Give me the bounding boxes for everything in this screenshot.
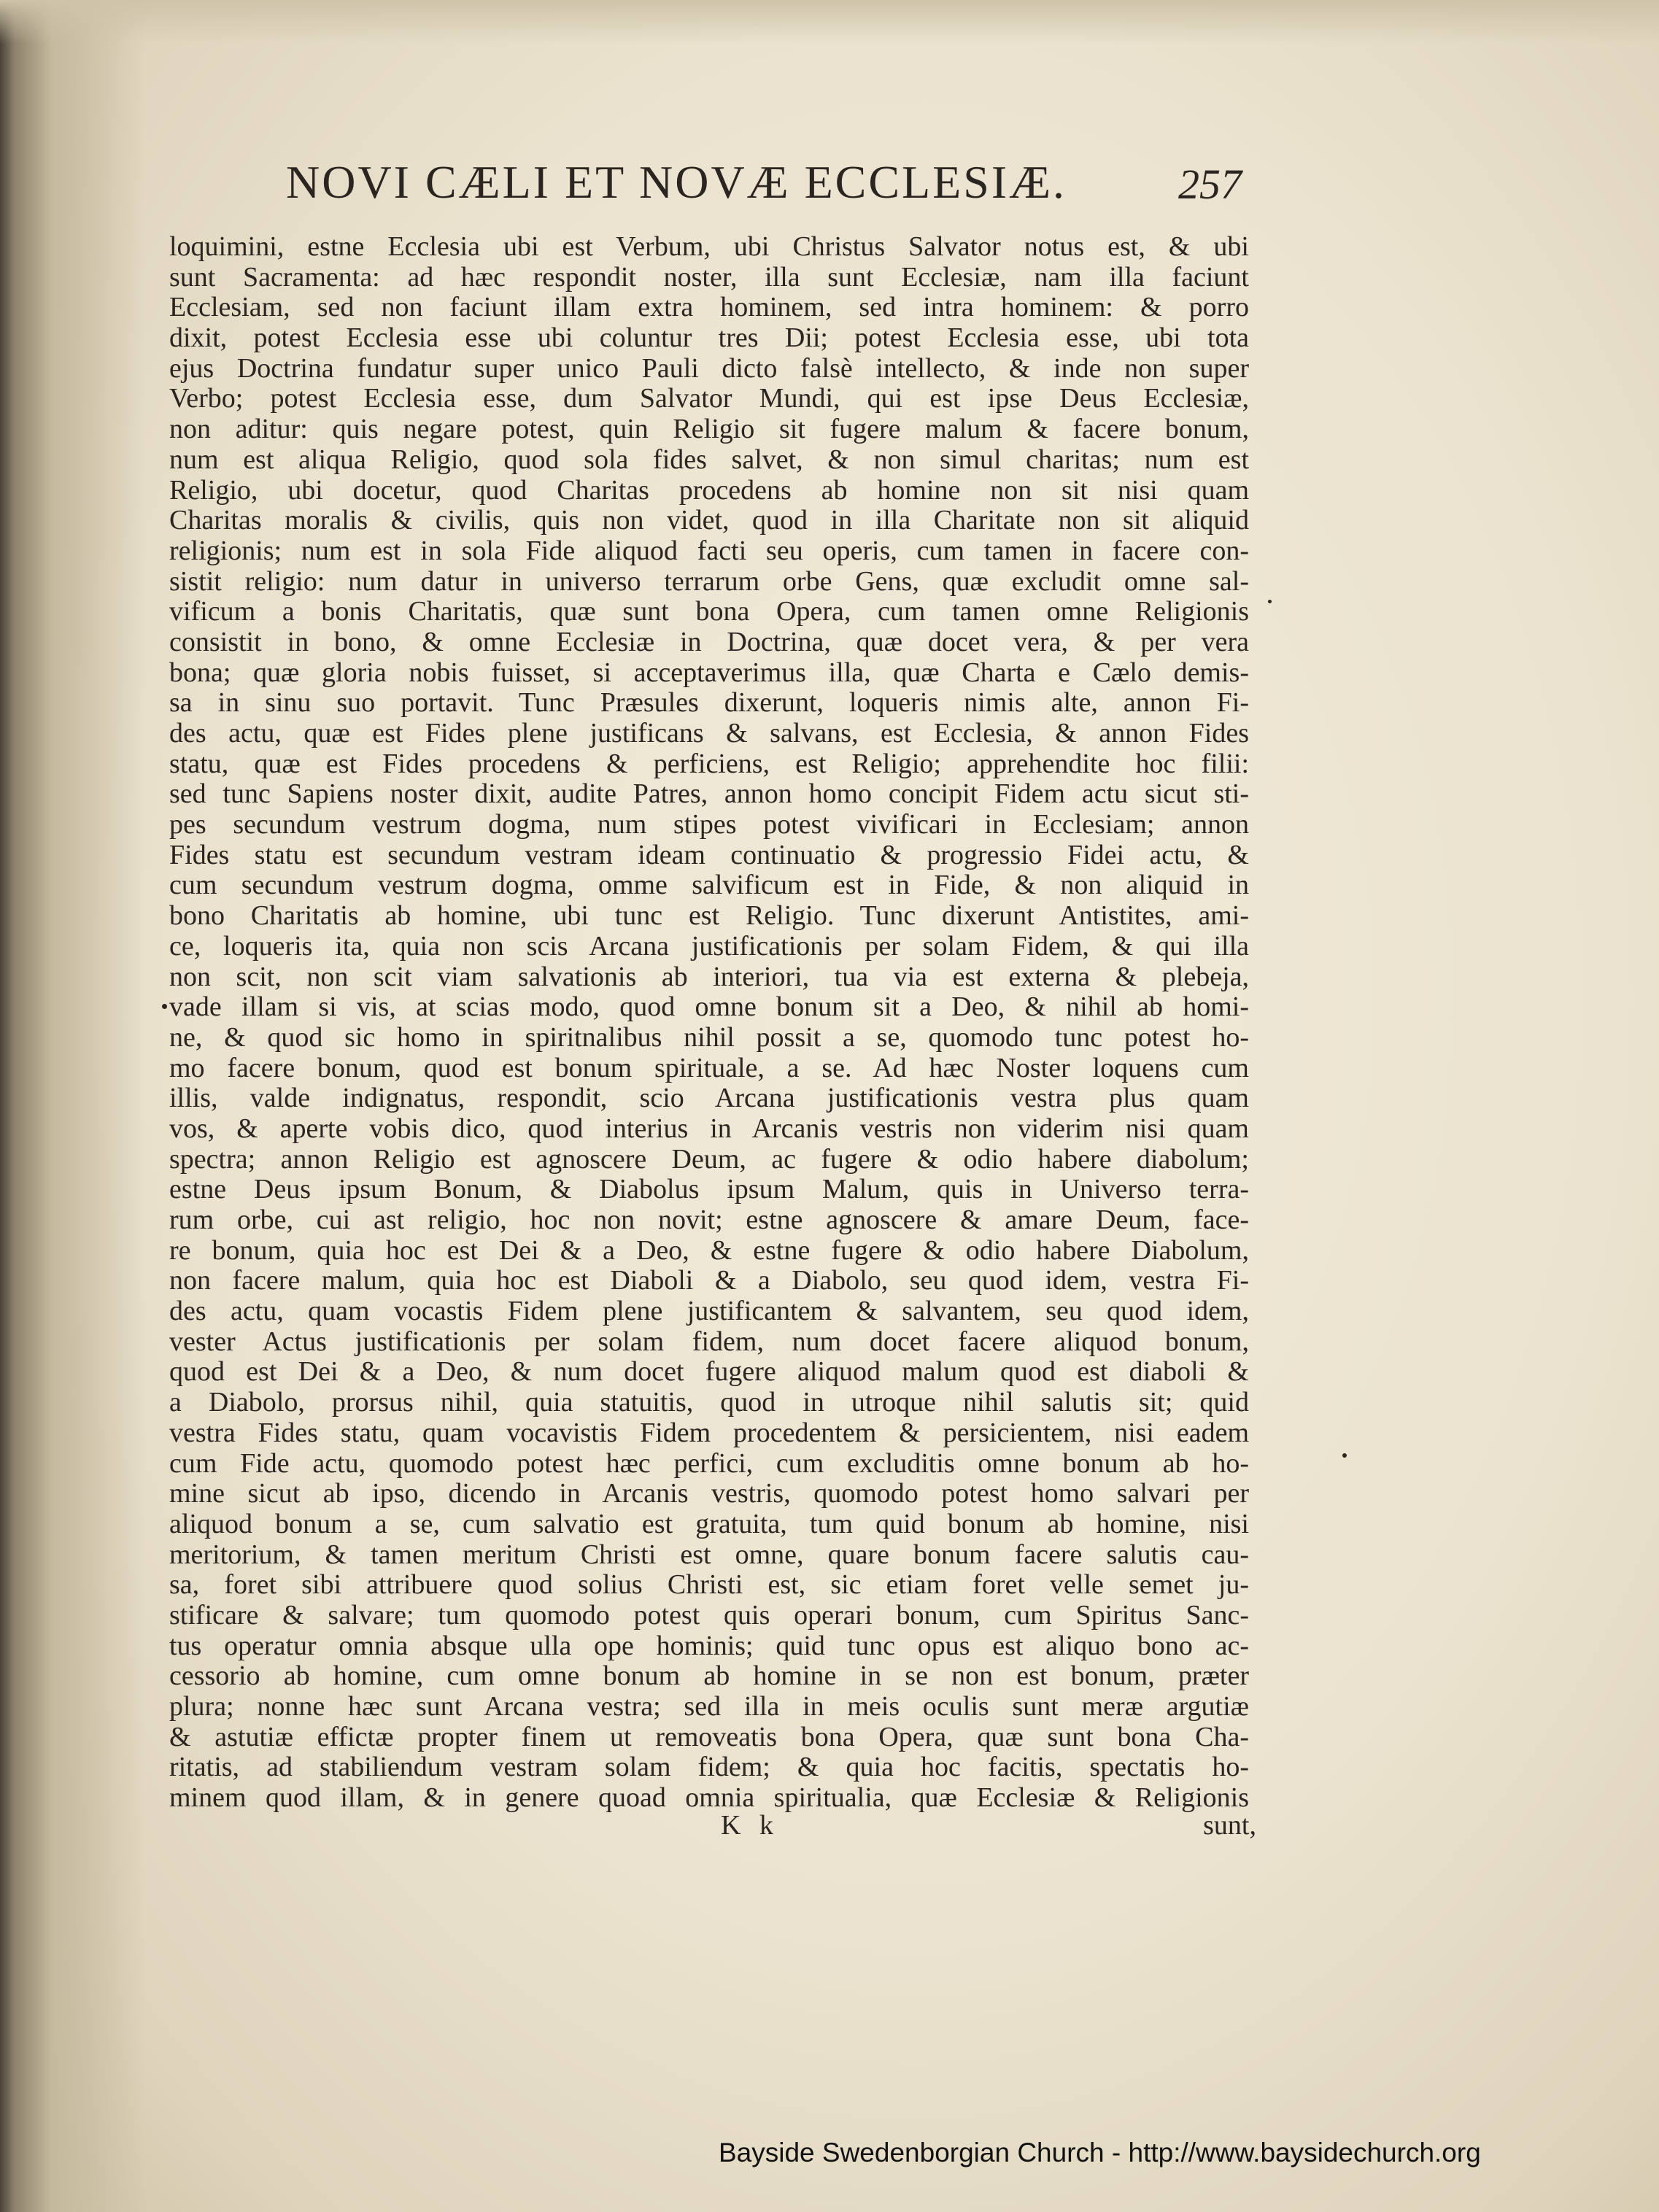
text-line: num est aliqua Religio, quod sola fides salvet, & non simul charitas; num est [169, 444, 1249, 475]
text-line: illis, valde indignatus, respondit, scio Arcana justificationis vestra plus quam [169, 1083, 1249, 1114]
text-line: sistit religio: num datur in universo terrarum orbe Gens, quæ excludit omne sal- [169, 566, 1249, 597]
ink-speck [1342, 1453, 1347, 1458]
page-top-edge [0, 0, 1659, 44]
watermark-text: Bayside Swedenborgian Church - http://www.baysidechurch.org [719, 2138, 1481, 2167]
text-line: sa, foret sibi attribuere quod solius Christi est, sic etiam foret velle semet ju- [169, 1570, 1249, 1601]
text-line: plura; nonne hæc sunt Arcana vestra; sed illa in meis oculis sunt meræ argutiæ [169, 1692, 1249, 1722]
text-line: meritorium, & tamen meritum Christi est omne, quare bonum facere salutis cau- [169, 1539, 1249, 1570]
text-line: vestra Fides statu, quam vocavistis Fidem procedentem & persicientem, nisi eadem [169, 1418, 1249, 1448]
running-title: NOVI CÆLI ET NOVÆ ECCLESIÆ. [286, 156, 1067, 208]
text-line: ne, & quod sic homo in spiritnalibus nihil possit a se, quomodo tunc potest ho- [169, 1022, 1249, 1053]
text-line: loquimini, estne Ecclesia ubi est Verbum, ubi Christus Salvator notus est, & ubi [169, 232, 1249, 262]
page-number: 257 [1178, 161, 1242, 208]
text-line: Fides statu est secundum vestram ideam continuatio & progressio Fidei actu, & [169, 840, 1249, 870]
text-line: non aditur: quis negare potest, quin Religio sit fugere malum & facere bonum, [169, 414, 1249, 445]
text-line: a Diabolo, prorsus nihil, quia statuitis, quod in utroque nihil salutis sit; quid [169, 1388, 1249, 1418]
text-line: Ecclesiam, sed non faciunt illam extra hominem, sed intra hominem: & porro [169, 293, 1249, 323]
text-line: ejus Doctrina fundatur super unico Pauli dicto falsè intellecto, & inde non super [169, 353, 1249, 384]
text-line: estne Deus ipsum Bonum, & Diabolus ipsum Malum, quis in Universo terra- [169, 1175, 1249, 1205]
text-line: consistit in bono, & omne Ecclesiæ in Doctrina, quæ docet vera, & per vera [169, 627, 1249, 657]
text-line: minem quod illam, & in genere quoad omnia spiritualia, quæ Ecclesiæ & Religionis [169, 1783, 1249, 1814]
text-line: ce, loqueris ita, quia non scis Arcana justificationis per solam Fidem, & qui illa [169, 931, 1249, 962]
text-line: mine sicut ab ipso, dicendo in Arcanis vestris, quomodo potest homo salvari per [169, 1479, 1249, 1509]
text-line: vificum a bonis Charitatis, quæ sunt bona Opera, cum tamen omne Religionis [169, 597, 1249, 627]
text-line: vos, & aperte vobis dico, quod interius in Arcanis vestris non viderim nisi quam [169, 1113, 1249, 1144]
running-head [286, 150, 1271, 215]
text-line: des actu, quam vocastis Fidem plene justificantem & salvantem, seu quod idem, [169, 1296, 1249, 1327]
text-line: spectra; annon Religio est agnoscere Deum, ac fugere & odio habere diabolum; [169, 1144, 1249, 1175]
text-line: bono Charitatis ab homine, ubi tunc est Religio. Tunc dixerunt Antistites, ami- [169, 901, 1249, 932]
text-line: cum Fide actu, quomodo potest hæc perfici, cum excluditis omne bonum ab ho- [169, 1448, 1249, 1479]
text-line: quod est Dei & a Deo, & num docet fugere aliquod malum quod est diaboli & [169, 1357, 1249, 1388]
text-line: statu, quæ est Fides procedens & perficiens, est Religio; apprehendite hoc filii: [169, 749, 1249, 779]
text-line: des actu, quæ est Fides plene justificans & salvans, est Ecclesia, & annon Fides [169, 719, 1249, 749]
ink-speck [162, 1004, 167, 1009]
text-line: vester Actus justificationis per solam fidem, num docet facere aliquod bonum, [169, 1326, 1249, 1357]
text-line: sed tunc Sapiens noster dixit, audite Patres, annon homo concipit Fidem actu sicut sti- [169, 779, 1249, 810]
ink-speck [1268, 600, 1272, 603]
text-line: rum orbe, cui ast religio, hoc non novit; estne agnoscere & amare Deum, face- [169, 1205, 1249, 1235]
text-line: non facere malum, quia hoc est Diaboli & a Diabolo, seu quod idem, vestra Fi- [169, 1266, 1249, 1296]
catchword: sunt, [1203, 1810, 1256, 1841]
book-gutter-shadow [0, 0, 146, 2212]
text-line: sunt Sacramenta: ad hæc respondit noster, illa sunt Ecclesiæ, nam illa faciunt [169, 262, 1249, 293]
signature-mark: K k [721, 1810, 779, 1841]
text-line: Verbo; potest Ecclesia esse, dum Salvator Mundi, qui est ipse Deus Ecclesiæ, [169, 384, 1249, 414]
text-line: cum secundum vestrum dogma, omme salvificum est in Fide, & non aliquid in [169, 870, 1249, 901]
text-line: Religio, ubi docetur, quod Charitas procedens ab homine non sit nisi quam [169, 475, 1249, 506]
text-line: religionis; num est in sola Fide aliquod facti seu operis, cum tamen in facere con- [169, 535, 1249, 566]
text-line: bona; quæ gloria nobis fuisset, si acceptaverimus illa, quæ Charta e Cælo demis- [169, 657, 1249, 688]
text-line: pes secundum vestrum dogma, num stipes potest vivificari in Ecclesiam; annon [169, 810, 1249, 840]
text-line: cessorio ab homine, cum omne bonum ab homine in se non est bonum, præter [169, 1661, 1249, 1692]
text-line: mo facere bonum, quod est bonum spirituale, a se. Ad hæc Noster loquens cum [169, 1053, 1249, 1083]
text-line: ritatis, ad stabiliendum vestram solam fidem; & quia hoc facitis, spectatis ho- [169, 1752, 1249, 1783]
text-line: stificare & salvare; tum quomodo potest quis operari bonum, cum Spiritus Sanc- [169, 1600, 1249, 1631]
text-line: vade illam si vis, at scias modo, quod omne bonum sit a Deo, & nihil ab homi- [169, 992, 1249, 1023]
text-line: sa in sinu suo portavit. Tunc Præsules dixerunt, loqueris nimis alte, annon Fi- [169, 688, 1249, 719]
text-line: dixit, potest Ecclesia esse ubi coluntur tres Dii; potest Ecclesia esse, ubi tota [169, 323, 1249, 354]
text-line: non scit, non scit viam salvationis ab interiori, tua via est externa & plebeja, [169, 962, 1249, 992]
body-text [169, 232, 1249, 1814]
text-line: & astutiæ effictæ propter finem ut removeatis bona Opera, quæ sunt bona Cha- [169, 1722, 1249, 1752]
text-line: re bonum, quia hoc est Dei & a Deo, & estne fugere & odio habere Diabolum, [169, 1235, 1249, 1266]
text-line: tus operatur omnia absque ulla ope hominis; quid tunc opus est aliquo bono ac- [169, 1631, 1249, 1661]
text-line: Charitas moralis & civilis, quis non videt, quod in illa Charitate non sit aliquid [169, 506, 1249, 536]
text-line: aliquod bonum a se, cum salvatio est gratuita, tum quid bonum ab homine, nisi [169, 1509, 1249, 1539]
